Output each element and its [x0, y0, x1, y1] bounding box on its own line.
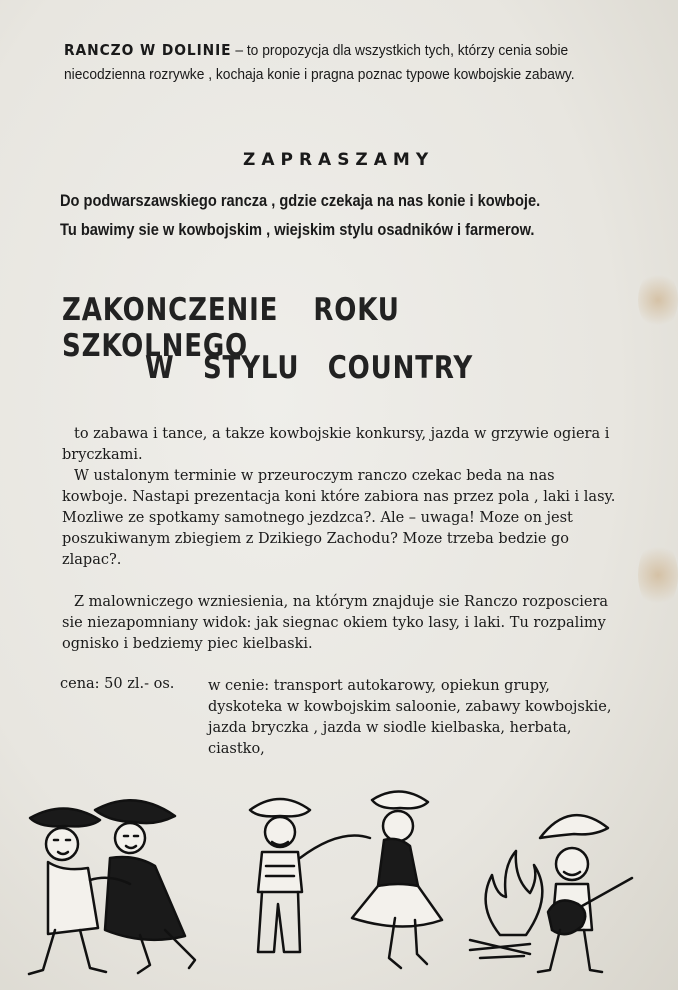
price-includes — [208, 676, 628, 760]
body-text — [62, 424, 622, 655]
cowboy-illustrations — [0, 780, 678, 990]
intro-text: – to propozycja dla wszystkich tych, którzy cenia sobie niecodzienna rozrywke , kochaja konie i pragna poznac typowe kowbojskie zabawy. — [64, 42, 575, 83]
body-paragraph-2: W ustalonym terminie w przeuroczym ranczo czekac beda na nas kowboje. Nastapi prezentacja koni które zabiora nas przez pola , laki i lasy. Mozliwe ze spotkamy samotnego jezdzca?. Ale – uwaga! Moze on jest poszukiwanym zbiegiem z Dzikiego Zachodu? Moze trzeba bedzie go zlapac?. — [62, 468, 616, 568]
ranch-name: RANCZO W DOLINIE — [64, 41, 232, 59]
price-label: cena: 50 zl.- os. — [60, 676, 175, 692]
invite-line-2: Tu bawimy sie w kowbojskim , wiejskim stylu osadników i farmerow. — [60, 220, 535, 239]
headline-line-1: ZAKONCZENIE ROKU SZKOLNEGO — [62, 292, 400, 364]
intro-paragraph — [64, 38, 579, 87]
paper-stain — [638, 270, 678, 330]
body-paragraph-3: Z malowniczego wzniesienia, na którym znajduje sie Ranczo rozposciera sie niezapomniany widok: jak siegnac okiem tyko lasy, i laki. Tu rozpalimy ognisko i bedziemy piec kielbaski. — [62, 594, 609, 652]
paper-stain — [638, 540, 678, 610]
includes-text: transport autokarowy, opiekun grupy, dyskoteka w kowbojskim saloonie, zabawy kowbojskie, jazda bryczka , jazda w siodle kielbaska, herbata, ciastko, — [208, 678, 612, 757]
guitar-cowboy-illustration — [538, 815, 632, 972]
campfire-illustration — [470, 851, 542, 958]
headline-line-2: W STYLU COUNTRY — [145, 350, 474, 386]
square-dance-couple-illustration — [250, 791, 442, 968]
cowboy-dancing-couple-illustration — [29, 800, 195, 974]
includes-label: w cenie: — [208, 678, 270, 694]
invite-line-1: Do podwarszawskiego rancza , gdzie czekaja na nas konie i kowboje. — [60, 191, 541, 210]
invite-heading: ZAPRASZAMY — [243, 150, 435, 170]
body-paragraph-1: to zabawa i tance, a takze kowbojskie konkursy, jazda w grzywie ogiera i bryczkami. — [62, 426, 610, 463]
invite-block — [60, 186, 559, 244]
